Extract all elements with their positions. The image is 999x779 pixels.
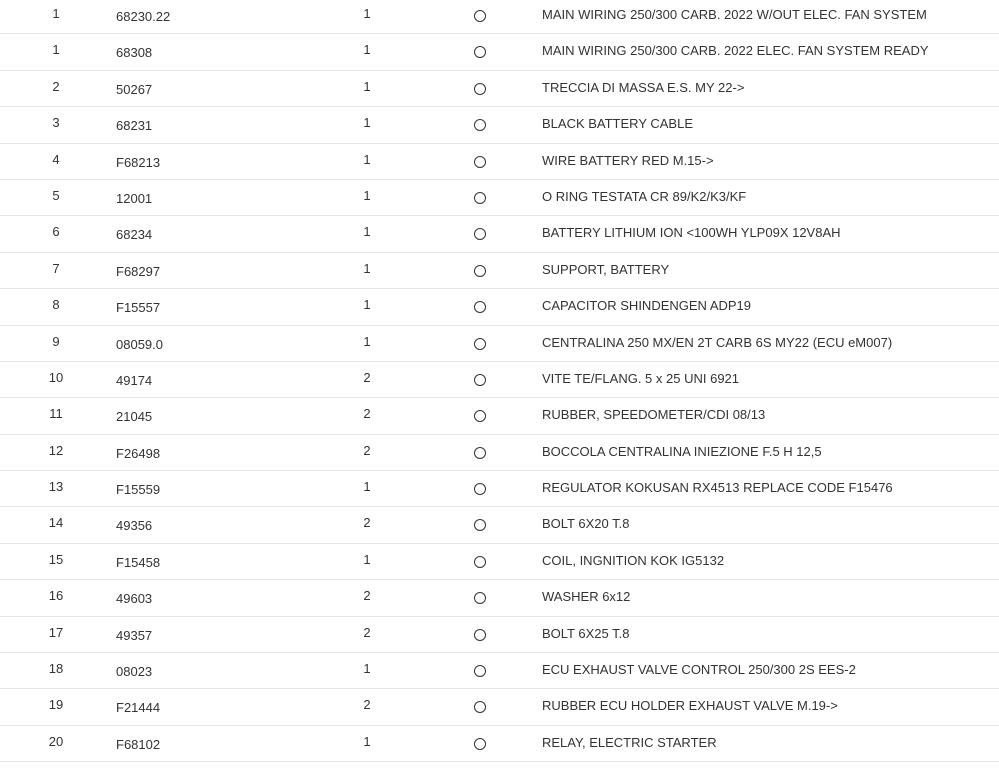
quantity: 2 (363, 442, 371, 458)
table-row[interactable] (0, 144, 999, 180)
select-radio[interactable] (474, 665, 486, 677)
quantity: 2 (363, 588, 371, 604)
table-row[interactable] (0, 289, 999, 325)
part-code: 08023 (116, 664, 153, 680)
table-row[interactable] (0, 544, 999, 580)
part-code: 50267 (116, 81, 153, 97)
radio-circle-icon[interactable] (474, 338, 486, 350)
quantity: 1 (363, 78, 371, 94)
quantity: 1 (363, 224, 371, 240)
part-description: BOCCOLA CENTRALINA INIEZIONE F.5 H 12,5 (542, 443, 822, 459)
select-radio[interactable] (474, 265, 486, 277)
table-row[interactable] (0, 0, 999, 34)
position-number: 14 (48, 515, 64, 531)
select-radio[interactable] (474, 738, 486, 750)
quantity: 1 (363, 151, 371, 167)
select-radio[interactable] (474, 156, 486, 168)
select-radio[interactable] (474, 629, 486, 641)
quantity: 1 (363, 551, 371, 567)
position-number: 18 (48, 661, 64, 677)
table-row[interactable] (0, 507, 999, 543)
part-description: CENTRALINA 250 MX/EN 2T CARB 6S MY22 (ECU eM007) (542, 334, 893, 350)
quantity: 1 (363, 260, 371, 276)
part-code: 49603 (116, 591, 153, 607)
position-number: 17 (48, 624, 64, 640)
radio-circle-icon[interactable] (474, 556, 486, 568)
part-description: VITE TE/FLANG. 5 x 25 UNI 6921 (542, 370, 740, 386)
part-description: MAIN WIRING 250/300 CARB. 2022 W/OUT ELEC. FAN SYSTEM (542, 7, 927, 22)
quantity: 1 (363, 297, 371, 313)
part-code: F21444 (116, 700, 161, 716)
position-number: 7 (52, 260, 60, 276)
part-code: 08059.0 (116, 336, 163, 352)
quantity: 1 (363, 733, 371, 749)
quantity: 1 (363, 115, 371, 131)
radio-circle-icon[interactable] (474, 519, 486, 531)
table-row[interactable] (0, 580, 999, 616)
table-row[interactable] (0, 180, 999, 216)
radio-circle-icon[interactable] (474, 410, 486, 422)
radio-circle-icon[interactable] (474, 10, 486, 22)
table-row[interactable] (0, 362, 999, 398)
part-code: 68230.22 (116, 9, 171, 24)
position-number: 13 (48, 479, 64, 495)
position-number: 6 (52, 224, 60, 240)
radio-circle-icon[interactable] (474, 301, 486, 313)
part-description: TRECCIA DI MASSA E.S. MY 22-> (542, 79, 745, 95)
part-description: ECU EXHAUST VALVE CONTROL 250/300 2S EES-2 (542, 662, 856, 678)
quantity: 1 (363, 42, 371, 58)
quantity: 1 (363, 6, 371, 21)
part-code: 49357 (116, 627, 153, 643)
radio-circle-icon[interactable] (474, 629, 486, 641)
part-code: 21045 (116, 409, 153, 425)
part-description: BLACK BATTERY CABLE (542, 116, 694, 132)
part-description: BOLT 6X20 T.8 (542, 516, 630, 532)
position-number: 19 (48, 697, 64, 713)
part-description: RUBBER, SPEEDOMETER/CDI 08/13 (542, 407, 766, 423)
radio-circle-icon[interactable] (474, 374, 486, 386)
select-radio[interactable] (474, 519, 486, 531)
quantity: 1 (363, 479, 371, 495)
part-code: F68102 (116, 736, 161, 752)
table-row[interactable] (0, 216, 999, 252)
quantity: 2 (363, 515, 371, 531)
table-row[interactable] (0, 71, 999, 107)
radio-circle-icon[interactable] (474, 738, 486, 750)
radio-circle-icon[interactable] (474, 192, 486, 204)
part-code: 49356 (116, 518, 153, 534)
select-radio[interactable] (474, 192, 486, 204)
part-code: 68234 (116, 227, 153, 243)
part-code: F68297 (116, 263, 161, 279)
position-number: 5 (52, 187, 60, 203)
position-number: 20 (48, 733, 64, 749)
part-code: F15559 (116, 482, 161, 498)
part-code: 68308 (116, 45, 153, 61)
position-number: 8 (52, 297, 60, 313)
radio-circle-icon[interactable] (474, 447, 486, 459)
select-radio[interactable] (474, 228, 486, 240)
radio-circle-icon[interactable] (474, 228, 486, 240)
radio-circle-icon[interactable] (474, 83, 486, 95)
radio-circle-icon[interactable] (474, 46, 486, 58)
part-description: MAIN WIRING 250/300 CARB. 2022 ELEC. FAN SYSTEM READY (542, 43, 929, 59)
position-number: 12 (48, 442, 64, 458)
select-radio[interactable] (474, 338, 486, 350)
position-number: 9 (52, 333, 60, 349)
part-description: CAPACITOR SHINDENGEN ADP19 (542, 298, 752, 314)
table-row[interactable] (0, 689, 999, 725)
select-radio[interactable] (474, 83, 486, 95)
select-radio[interactable] (474, 119, 486, 131)
part-code: 68231 (116, 118, 153, 134)
part-description: WASHER 6x12 (542, 589, 631, 605)
quantity: 1 (363, 187, 371, 203)
table-row[interactable] (0, 326, 999, 362)
quantity: 2 (363, 624, 371, 640)
part-code: F68213 (116, 154, 161, 170)
radio-circle-icon[interactable] (474, 701, 486, 713)
table-row[interactable] (0, 726, 999, 762)
position-number: 10 (48, 369, 64, 385)
position-number: 4 (52, 151, 60, 167)
table-row[interactable] (0, 653, 999, 689)
part-description: COIL, INGNITION KOK IG5132 (542, 552, 725, 568)
part-code: F26498 (116, 445, 161, 461)
table-row[interactable] (0, 471, 999, 507)
part-code: 12001 (116, 190, 153, 206)
quantity: 2 (363, 369, 371, 385)
quantity: 2 (363, 406, 371, 422)
position-number: 1 (52, 42, 60, 58)
select-radio[interactable] (474, 410, 486, 422)
part-description: SUPPORT, BATTERY (542, 261, 670, 277)
select-radio[interactable] (474, 447, 486, 459)
radio-circle-icon[interactable] (474, 592, 486, 604)
position-number: 3 (52, 115, 60, 131)
radio-circle-icon[interactable] (474, 665, 486, 677)
position-number: 1 (52, 6, 60, 21)
part-code: F15458 (116, 554, 161, 570)
position-number: 16 (48, 588, 64, 604)
radio-circle-icon[interactable] (474, 119, 486, 131)
table-row[interactable] (0, 253, 999, 289)
select-radio[interactable] (474, 10, 486, 22)
part-description: BATTERY LITHIUM ION <100WH YLP09X 12V8AH (542, 225, 841, 241)
table-row[interactable] (0, 34, 999, 70)
table-row[interactable] (0, 435, 999, 471)
part-description: RELAY, ELECTRIC STARTER (542, 734, 717, 750)
quantity: 1 (363, 333, 371, 349)
position-number: 15 (48, 551, 64, 567)
quantity: 2 (363, 697, 371, 713)
select-radio[interactable] (474, 483, 486, 495)
part-description: BOLT 6X25 T.8 (542, 625, 630, 641)
select-radio[interactable] (474, 46, 486, 58)
quantity: 1 (363, 661, 371, 677)
part-description: WIRE BATTERY RED M.15-> (542, 152, 714, 168)
part-description: REGULATOR KOKUSAN RX4513 REPLACE CODE F15476 (542, 480, 893, 496)
part-description: RUBBER ECU HOLDER EXHAUST VALVE M.19-> (542, 698, 838, 714)
table-row[interactable] (0, 398, 999, 434)
select-radio[interactable] (474, 374, 486, 386)
part-description: O RING TESTATA CR 89/K2/K3/KF (542, 188, 747, 204)
position-number: 11 (49, 406, 63, 422)
radio-circle-icon[interactable] (474, 156, 486, 168)
position-number: 2 (52, 78, 60, 94)
select-radio[interactable] (474, 556, 486, 568)
part-code: F15557 (116, 300, 161, 316)
table-row[interactable] (0, 617, 999, 653)
part-code: 49174 (116, 372, 153, 388)
select-radio[interactable] (474, 701, 486, 713)
radio-circle-icon[interactable] (474, 265, 486, 277)
table-row[interactable] (0, 107, 999, 143)
radio-circle-icon[interactable] (474, 483, 486, 495)
select-radio[interactable] (474, 301, 486, 313)
select-radio[interactable] (474, 592, 486, 604)
